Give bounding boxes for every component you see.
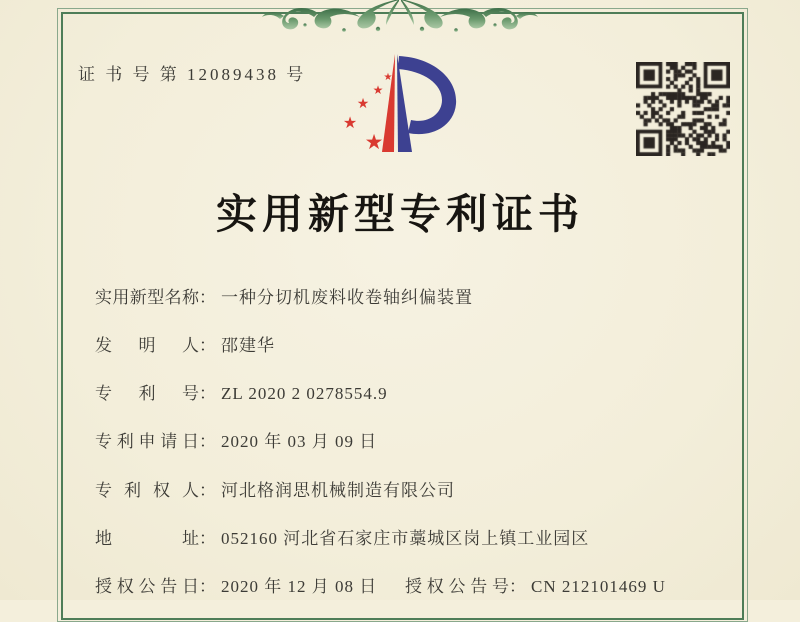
field-colon: ： <box>199 529 216 548</box>
field-colon: ： <box>199 577 216 596</box>
field-value: 2020 年 03 月 09 日 <box>221 432 378 451</box>
field-value: 052160 河北省石家庄市藁城区岗上镇工业园区 <box>221 529 590 548</box>
field-utility-model-name <box>95 283 473 308</box>
field-value: CN 212101469 U <box>531 577 666 596</box>
field-label: 专利号 <box>95 384 199 403</box>
field-address <box>95 524 589 549</box>
certificate-title: 实用新型专利证书 <box>216 191 584 237</box>
svg-text:★: ★ <box>383 72 393 83</box>
field-value: 一种分切机废料收卷轴纠偏装置 <box>221 288 473 307</box>
field-label: 专利权人 <box>95 481 199 500</box>
field-label: 专利申请日 <box>95 432 199 451</box>
field-label: 实用新型名称 <box>95 288 199 307</box>
field-colon: ： <box>199 288 216 307</box>
svg-text:★: ★ <box>342 113 358 132</box>
field-filing-date <box>95 427 377 452</box>
field-value: 河北格润思机械制造有限公司 <box>221 481 455 500</box>
field-colon: ： <box>199 432 216 451</box>
field-list <box>95 0 735 600</box>
certificate-number: 证 书 号 第 12089438 号 <box>78 65 307 84</box>
svg-text:★: ★ <box>364 130 384 154</box>
svg-text:★: ★ <box>356 96 370 112</box>
field-inventor <box>95 331 275 356</box>
field-label: 发明人 <box>95 336 199 355</box>
field-colon: ： <box>199 481 216 500</box>
field-colon: ： <box>509 577 526 596</box>
field-grant-date <box>95 572 377 597</box>
field-patentee <box>95 476 455 501</box>
field-colon: ： <box>199 336 216 355</box>
field-label: 授权公告日 <box>95 577 199 596</box>
field-value: ZL 2020 2 0278554.9 <box>221 384 388 403</box>
field-patent-number <box>95 379 388 404</box>
field-grant-row <box>95 572 735 597</box>
svg-text:★: ★ <box>372 83 384 97</box>
field-value: 邵建华 <box>221 336 275 355</box>
field-label: 地址 <box>95 529 199 548</box>
field-value: 2020 年 12 月 08 日 <box>221 577 378 596</box>
field-grant-publication-number <box>405 572 666 597</box>
field-colon: ： <box>199 384 216 403</box>
field-label: 授权公告号 <box>405 577 509 596</box>
